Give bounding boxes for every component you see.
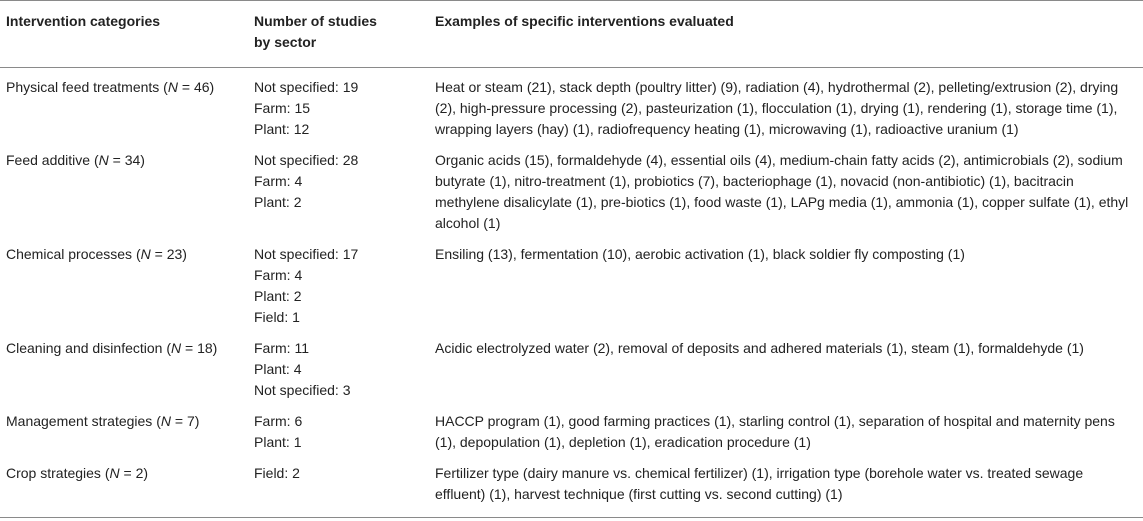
sector-count: Field: 1 bbox=[254, 309, 300, 325]
category-name: Cleaning and disinfection bbox=[6, 340, 163, 356]
examples-cell: Organic acids (15), formaldehyde (4), essential oils (4), medium-chain fatty acids (2), antimicrobials (2), sodium butyrate (1), nitro-treatment (1), probiotics (7), bacteriophage (1), novacid (non-antibiotic) (1), bacitracin methylene disalicylate (1), pre-biotics (1), food waste (1), LAPg media (1), ammonia (1), copper sulfate (1), ethyl alcohol (1) bbox=[435, 152, 1129, 231]
header-examples: Examples of specific interventions evaluated bbox=[435, 13, 734, 29]
header-category: Intervention categories bbox=[6, 13, 161, 29]
examples-cell: Acidic electrolyzed water (2), removal of deposits and adhered materials (1), steam (1), formaldehyde (1) bbox=[435, 340, 1084, 356]
sectors-cell bbox=[248, 406, 429, 458]
category-name: Chemical processes bbox=[6, 246, 133, 262]
category-name: Feed additive bbox=[6, 152, 91, 168]
category-name: Crop strategies bbox=[6, 465, 101, 481]
examples-cell: Fertilizer type (dairy manure vs. chemical fertilizer) (1), irrigation type (borehole water vs. treated sewage effluent) (1), harvest technique (first cutting vs. second cutting) (1) bbox=[435, 465, 1084, 502]
n-label: N bbox=[160, 413, 171, 429]
sector-count: Not specified: 19 bbox=[254, 79, 359, 95]
table-body bbox=[0, 68, 1143, 518]
n-value: = 18 bbox=[185, 340, 213, 356]
category-cell: Crop strategies (N = 2) bbox=[6, 465, 149, 481]
table-row bbox=[0, 333, 1143, 406]
category-cell: Cleaning and disinfection (N = 18) bbox=[6, 340, 218, 356]
sectors-cell bbox=[248, 68, 429, 146]
sector-count: Plant: 12 bbox=[254, 121, 310, 137]
sectors-cell bbox=[248, 333, 429, 406]
category-name: Management strategies bbox=[6, 413, 153, 429]
category-cell: Management strategies (N = 7) bbox=[6, 413, 200, 429]
category-cell: Chemical processes (N = 23) bbox=[6, 246, 187, 262]
sector-count: Plant: 2 bbox=[254, 288, 302, 304]
sector-count: Farm: 4 bbox=[254, 267, 303, 283]
category-cell: Physical feed treatments (N = 46) bbox=[6, 79, 215, 95]
table-row bbox=[0, 406, 1143, 458]
table-row bbox=[0, 68, 1143, 146]
n-label: N bbox=[109, 465, 120, 481]
category-name: Physical feed treatments bbox=[6, 79, 160, 95]
sector-count: Not specified: 17 bbox=[254, 246, 359, 262]
sector-count: Farm: 6 bbox=[254, 413, 303, 429]
sector-count: Field: 2 bbox=[254, 465, 300, 481]
sector-count: Farm: 11 bbox=[254, 340, 309, 356]
table-row bbox=[0, 458, 1143, 518]
sectors-cell bbox=[248, 458, 429, 518]
table-row bbox=[0, 145, 1143, 239]
sectors-cell bbox=[248, 239, 429, 333]
n-label: N bbox=[98, 152, 109, 168]
examples-cell: Ensiling (13), fermentation (10), aerobic activation (1), black soldier fly composting (1) bbox=[435, 246, 965, 262]
header-studies: Number of studies by sector bbox=[254, 13, 377, 50]
n-label: N bbox=[167, 79, 178, 95]
header-row bbox=[0, 1, 1143, 68]
sector-count: Plant: 2 bbox=[254, 194, 302, 210]
category-cell: Feed additive (N = 34) bbox=[6, 152, 145, 168]
sectors-cell bbox=[248, 145, 429, 239]
n-value: = 23 bbox=[154, 246, 183, 262]
sector-count: Not specified: 3 bbox=[254, 382, 351, 398]
sector-count: Farm: 4 bbox=[254, 173, 303, 189]
sector-count: Plant: 4 bbox=[254, 361, 302, 377]
examples-cell: HACCP program (1), good farming practices (1), starling control (1), separation of hospital and maternity pens (1), depopulation (1), depletion (1), eradication procedure (1) bbox=[435, 413, 1115, 450]
sector-count: Not specified: 28 bbox=[254, 152, 359, 168]
n-label: N bbox=[171, 340, 182, 356]
table-row bbox=[0, 239, 1143, 333]
n-value: = 7 bbox=[174, 413, 195, 429]
sector-count: Farm: 15 bbox=[254, 100, 311, 116]
n-value: = 46 bbox=[181, 79, 210, 95]
sector-count: Plant: 1 bbox=[254, 434, 302, 450]
n-value: = 2 bbox=[123, 465, 144, 481]
n-label: N bbox=[140, 246, 151, 262]
n-value: = 34 bbox=[112, 152, 141, 168]
examples-cell: Heat or steam (21), stack depth (poultry litter) (9), radiation (4), hydrothermal (2), pelleting/extrusion (2), drying (2), high-pressure processing (2), pasteurization (1), flocculation (1), drying (1), rendering (1), storage time (1), wrapping layers (hay) (1), radiofrequency heating (1), microwaving (1), radioactive uranium (1) bbox=[435, 79, 1119, 137]
